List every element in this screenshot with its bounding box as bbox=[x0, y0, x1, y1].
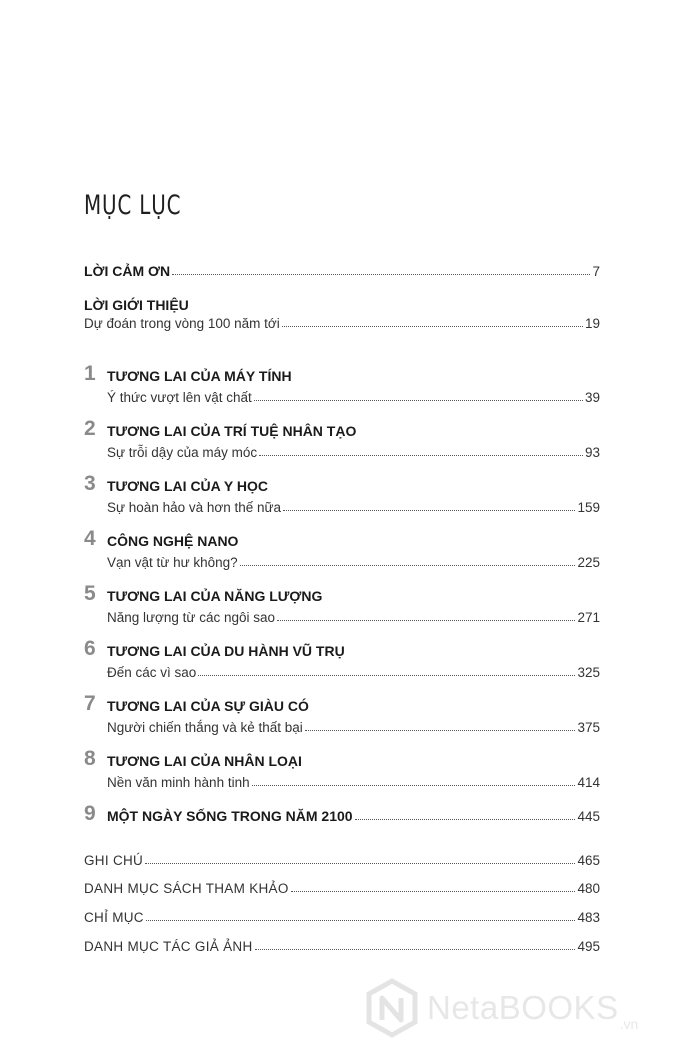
page-number: 480 bbox=[577, 881, 600, 896]
toc-entry-photo-credits[interactable] bbox=[84, 939, 600, 954]
chapter-number: 4 bbox=[84, 527, 96, 550]
netabooks-logo-icon bbox=[365, 978, 419, 1038]
page-number: 414 bbox=[577, 775, 600, 790]
entry-label: LỜI CẢM ƠN bbox=[84, 263, 171, 279]
dot-leader bbox=[198, 675, 575, 676]
page-number: 93 bbox=[584, 445, 600, 460]
chapter-number: 3 bbox=[84, 472, 96, 495]
page-number: 7 bbox=[592, 264, 600, 279]
chapter-number: 1 bbox=[84, 362, 96, 385]
chapter-subtitle: Nền văn minh hành tinh bbox=[107, 775, 250, 790]
chapter-title: TƯƠNG LAI CỦA Y HỌC bbox=[107, 478, 268, 494]
page-number: 483 bbox=[577, 910, 600, 925]
entry-subtitle: Dự đoán trong vòng 100 năm tới bbox=[84, 316, 280, 331]
chapter-title: TƯƠNG LAI CỦA TRÍ TUỆ NHÂN TẠO bbox=[107, 423, 357, 439]
chapter-title: TƯƠNG LAI CỦA NHÂN LOẠI bbox=[107, 753, 302, 769]
dot-leader bbox=[254, 400, 583, 401]
dot-leader bbox=[282, 326, 583, 327]
page-number: 325 bbox=[577, 665, 600, 680]
dot-leader bbox=[240, 565, 576, 566]
toc-heading-introduction[interactable]: LỜI GIỚI THIỆU bbox=[84, 297, 189, 313]
chapter-title: CÔNG NGHỆ NANO bbox=[107, 533, 239, 549]
toc-entry-introduction[interactable] bbox=[84, 316, 600, 331]
page-number: 495 bbox=[577, 939, 600, 954]
chapter-number: 6 bbox=[84, 637, 96, 660]
chapter-title: TƯƠNG LAI CỦA DU HÀNH VŨ TRỤ bbox=[107, 643, 345, 659]
dot-leader bbox=[172, 274, 590, 275]
chapter-subtitle: Đến các vì sao bbox=[107, 665, 197, 680]
page-number: 375 bbox=[577, 720, 600, 735]
page-number: 159 bbox=[577, 500, 600, 515]
toc-entry-acknowledgements[interactable] bbox=[84, 263, 600, 279]
chapter-subtitle: Năng lượng từ các ngôi sao bbox=[107, 610, 276, 625]
entry-label: CHỈ MỤC bbox=[84, 910, 144, 925]
chapter-subtitle: Ý thức vượt lên vật chất bbox=[107, 390, 252, 405]
chapter-number: 5 bbox=[84, 582, 96, 605]
chapter-title: TƯƠNG LAI CỦA NĂNG LƯỢNG bbox=[107, 588, 323, 604]
page-number: 465 bbox=[577, 853, 600, 868]
chapter-number: 8 bbox=[84, 747, 96, 770]
chapter-subtitle: Vạn vật từ hư không? bbox=[107, 555, 238, 570]
page-number: 225 bbox=[577, 555, 600, 570]
watermark-brand: NetaBOOKS bbox=[427, 989, 619, 1026]
chapter-title: TƯƠNG LAI CỦA MÁY TÍNH bbox=[107, 368, 292, 384]
page-number: 19 bbox=[584, 316, 600, 331]
toc-entry-notes[interactable] bbox=[84, 853, 600, 868]
watermark bbox=[365, 978, 638, 1038]
page-title: MỤC LỤC bbox=[84, 190, 182, 221]
entry-label: GHI CHÚ bbox=[84, 853, 144, 868]
dot-leader bbox=[259, 455, 583, 456]
watermark-suffix: .vn bbox=[619, 1016, 639, 1032]
dot-leader bbox=[305, 730, 576, 731]
dot-leader bbox=[146, 920, 576, 921]
page-number: 271 bbox=[577, 610, 600, 625]
page-number: 445 bbox=[577, 809, 600, 824]
chapter-title: MỘT NGÀY SỐNG TRONG NĂM 2100 bbox=[107, 808, 353, 824]
dot-leader bbox=[145, 863, 575, 864]
toc-entry-index[interactable] bbox=[84, 910, 600, 925]
dot-leader bbox=[283, 510, 575, 511]
chapter-number: 9 bbox=[84, 802, 96, 825]
page-number: 39 bbox=[584, 390, 600, 405]
dot-leader bbox=[255, 949, 576, 950]
entry-label: DANH MỤC SÁCH THAM KHẢO bbox=[84, 881, 289, 896]
toc-entry-bibliography[interactable] bbox=[84, 881, 600, 896]
dot-leader bbox=[291, 891, 576, 892]
chapter-title: TƯƠNG LAI CỦA SỰ GIÀU CÓ bbox=[107, 698, 309, 714]
entry-label: DANH MỤC TÁC GIẢ ẢNH bbox=[84, 939, 253, 954]
dot-leader bbox=[252, 785, 576, 786]
dot-leader bbox=[355, 819, 576, 820]
chapter-subtitle: Sự hoàn hảo và hơn thế nữa bbox=[107, 500, 282, 515]
dot-leader bbox=[277, 620, 575, 621]
chapter-subtitle: Sự trỗi dậy của máy móc bbox=[107, 445, 258, 460]
chapter-subtitle: Người chiến thắng và kẻ thất bại bbox=[107, 720, 303, 735]
chapter-number: 7 bbox=[84, 692, 96, 715]
chapter-number: 2 bbox=[84, 417, 96, 440]
